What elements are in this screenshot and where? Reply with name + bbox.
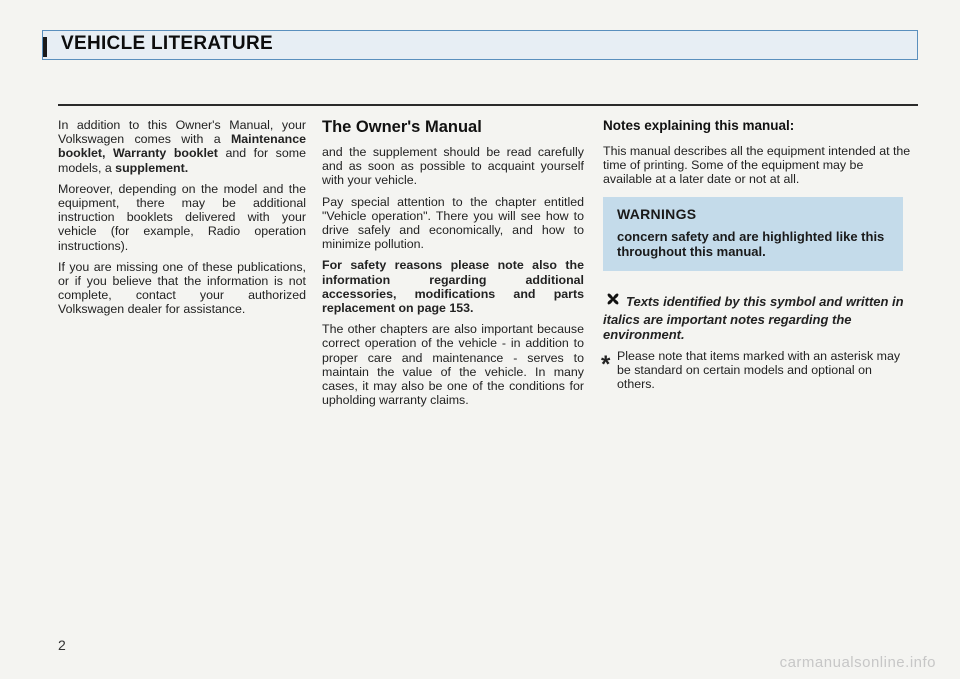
optional-equipment-paragraph [603,349,913,392]
missing-publications-paragraph: If you are missing one of these publications, or if you believe that the information is not complete, contact your authorized Volkswagen dealer for assistance. [58,259,306,317]
watermark: carmanualsonline.info [779,654,936,671]
leaf-symbol-icon [603,289,623,312]
additional-booklets-paragraph: Moreover, depending on the model and the equipment, there may be additional instruction booklets delivered with your vehicle (for example, Radio operation instructions). [58,181,306,253]
read-carefully-paragraph: and the supplement should be read carefully and as soon as possible to acquaint yourself with your vehicle. [322,145,584,188]
section-header [42,30,918,60]
warnings-box [603,197,903,271]
asterisk-icon: * [601,350,611,378]
page-number: 2 [58,637,66,653]
supplement-emphasis: supplement. [115,160,189,175]
safety-note-paragraph: For safety reasons please note also the information regarding additional accessories, modifications and parts replacement on page 153. [322,258,584,316]
intro-paragraph [58,118,306,175]
warnings-description: concern safety and are highlighted like this throughout this manual. [617,228,885,259]
column-notes [603,118,913,398]
environment-note-text: Texts identified by this symbol and written in italics are important notes regarding the environment. [603,293,904,342]
intro-text-c: and for some models, a [58,146,306,175]
notes-heading: Notes explaining this manual: [603,118,795,133]
section-title: VEHICLE LITERATURE [61,33,273,54]
header-accent-bar [43,37,47,57]
divider-rule [58,104,918,106]
column-vehicle-literature [58,118,306,324]
environment-note [603,289,913,342]
equipment-paragraph: This manual describes all the equipment intended at the time of printing. Some of the equipment may be available at a later date or not at all. [603,144,911,187]
other-chapters-paragraph: The other chapters are also important because correct operation of the vehicle - in addition to proper care and maintenance - serves to maintain the value of the vehicle. In many cases, it may also be one of the conditions for upholding warranty claims. [322,322,584,408]
optional-equipment-text: Please note that items marked with an asterisk may be standard on certain models and optional on others. [617,348,901,392]
owners-manual-heading: The Owner's Manual [322,118,482,136]
intro-text-a: In addition to this Owner's Manual, your Volkswagen comes with a [58,118,306,147]
column-owners-manual [322,118,584,414]
vehicle-operation-paragraph: Pay special attention to the chapter entitled "Vehicle operation". There you will see how to drive safely and economically, and how to minimize pollution. [322,194,584,252]
booklets-emphasis: Maintenance booklet, Warranty booklet [58,132,306,161]
warnings-title: WARNINGS [617,205,697,222]
